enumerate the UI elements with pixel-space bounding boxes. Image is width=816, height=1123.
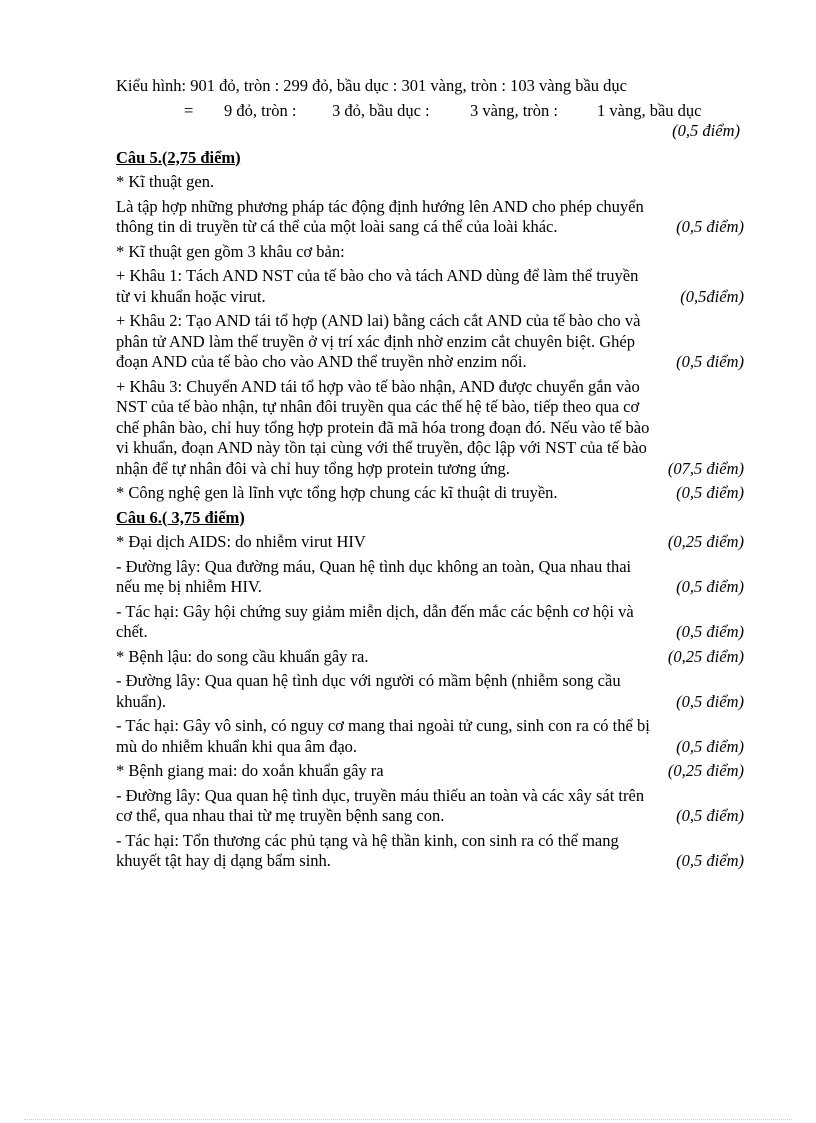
text-line: - Tác hại: Tổn thương các phủ tạng và hệ thần kinh, con sinh ra có thể mang bbox=[116, 830, 619, 850]
paragraph bbox=[116, 483, 744, 504]
text-line: từ vi khuẩn hoặc virut. bbox=[116, 286, 266, 306]
text-line: * Bệnh lậu: do song cầu khuẩn gây ra. bbox=[116, 646, 369, 666]
score-label: (0,25 điểm) bbox=[667, 646, 744, 666]
ratio-term-1: 9 đỏ, tròn : bbox=[224, 100, 297, 120]
text-line: - Đường lây: Qua đường máu, Quan hệ tình dục không an toàn, Qua nhau thai bbox=[116, 556, 632, 576]
ratio-equals: = bbox=[184, 100, 194, 120]
step-1 bbox=[116, 266, 744, 307]
text-line: chết. bbox=[116, 622, 148, 641]
text-line: * Đại dịch AIDS: do nhiễm virut HIV bbox=[116, 532, 366, 551]
paragraph bbox=[116, 197, 744, 238]
syphilis-harm bbox=[116, 831, 744, 872]
score-label: (0,5 điểm) bbox=[676, 806, 744, 825]
text-line: nhận để tự nhân đôi và chỉ huy tổng hợp protein tương ứng. bbox=[116, 458, 510, 478]
gonorrhea-title bbox=[116, 647, 744, 668]
ratio-term-3: 3 vàng, tròn : bbox=[470, 100, 558, 120]
score-label: (0,5 điểm) bbox=[676, 483, 744, 502]
ratio-term-4: 1 vàng, bầu dục bbox=[597, 100, 702, 120]
text-line: đoạn AND của tế bào cho vào AND thể truyền nhờ enzim nối. bbox=[116, 352, 527, 371]
text-line: + Khâu 2: Tạo AND tái tổ hợp (AND lai) bằng cách cắt AND của tế bào cho và bbox=[116, 311, 641, 330]
score-label: (0,5 điểm) bbox=[672, 121, 740, 140]
text-line: khuẩn). bbox=[116, 691, 166, 711]
score-label: (0,5 điểm) bbox=[676, 851, 744, 870]
score-label: (0,5 điểm) bbox=[676, 691, 744, 711]
score-label: (0,5 điểm) bbox=[676, 622, 744, 641]
score-label: (0,25 điểm) bbox=[667, 532, 744, 551]
phenotype-ratio bbox=[116, 101, 744, 122]
syphilis-title bbox=[116, 761, 744, 782]
aids-transmission bbox=[116, 557, 744, 598]
text-line: nếu mẹ bị nhiễm HIV. bbox=[116, 577, 262, 596]
page-bottom-divider bbox=[24, 1119, 792, 1120]
score-label: (0,5 điểm) bbox=[676, 352, 744, 371]
score-label: (0,5điểm) bbox=[680, 286, 744, 306]
text-line: Là tập hợp những phương pháp tác động định hướng lên AND cho phép chuyển bbox=[116, 196, 644, 216]
text-line: khuyết tật hay dị dạng bẩm sinh. bbox=[116, 851, 331, 870]
step-2 bbox=[116, 311, 744, 373]
score-label: (0,25 điểm) bbox=[667, 761, 744, 780]
text-line: - Tác hại: Gây vô sinh, có nguy cơ mang thai ngoài tử cung, sinh con ra có thể bị bbox=[116, 716, 650, 735]
document-page bbox=[116, 76, 744, 876]
text-line: - Tác hại: Gây hội chứng suy giảm miễn dịch, dẫn đến mắc các bệnh cơ hội và bbox=[116, 601, 634, 621]
text-line: - Đường lây: Qua quan hệ tình dục với người có mầm bệnh (nhiễm song cầu bbox=[116, 671, 621, 690]
gonorrhea-transmission bbox=[116, 671, 744, 712]
text-line: thông tin di truyền từ cá thể của một loài sang cá thể của loài khác. bbox=[116, 217, 558, 236]
text-line: NST của tế bào nhận, tự nhân đôi truyền qua các thế hệ tế bào, tiếp theo qua cơ bbox=[116, 397, 640, 416]
section-title: * Kĩ thuật gen gồm 3 khâu cơ bản: bbox=[116, 241, 345, 261]
aids-harm bbox=[116, 602, 744, 643]
text-line: * Công nghệ gen là lĩnh vực tổng hợp chung các kĩ thuật di truyền. bbox=[116, 483, 558, 502]
text-line: vi khuẩn, đoạn AND này tồn tại cùng với thể truyền, độc lập với NST của tế bào bbox=[116, 438, 647, 457]
text-line: phân tử AND làm thể truyền ở vị trí xác định nhờ enzim cắt chuyên biệt. Ghép bbox=[116, 331, 635, 351]
phenotype-line: Kiểu hình: 901 đỏ, tròn : 299 đỏ, bầu dục : 301 vàng, tròn : 103 vàng bầu dục bbox=[116, 76, 627, 95]
score-label: (0,5 điểm) bbox=[676, 577, 744, 596]
syphilis-transmission bbox=[116, 786, 744, 827]
text-line: + Khâu 3: Chuyển AND tái tổ hợp vào tế bào nhận, AND được chuyển gắn vào bbox=[116, 376, 640, 396]
aids-title bbox=[116, 532, 744, 553]
ratio-term-2: 3 đỏ, bầu dục : bbox=[332, 100, 430, 120]
text-line: chế phân bào, chỉ huy tổng hợp protein đã mã hóa trong đoạn đó. Nếu vào tế bào bbox=[116, 417, 650, 437]
text-line: + Khâu 1: Tách AND NST của tế bào cho và tách AND dùng để làm thể truyền bbox=[116, 266, 639, 285]
score-label: (0,5 điểm) bbox=[676, 217, 744, 236]
score-label: (07,5 điểm) bbox=[667, 458, 744, 478]
text-line: * Bệnh giang mai: do xoắn khuẩn gây ra bbox=[116, 761, 384, 780]
question-6-heading: Câu 6.( 3,75 điểm) bbox=[116, 507, 245, 527]
text-line: - Đường lây: Qua quan hệ tình dục, truyền máu thiếu an toàn và các xây sát trên bbox=[116, 785, 645, 805]
text-line: mù do nhiễm khuẩn khi qua âm đạo. bbox=[116, 736, 358, 756]
step-3 bbox=[116, 377, 744, 480]
section-title: * Kĩ thuật gen. bbox=[116, 172, 215, 191]
question-5-heading: Câu 5.(2,75 điểm) bbox=[116, 147, 241, 167]
score-label: (0,5 điểm) bbox=[676, 736, 744, 756]
text-line: cơ thể, qua nhau thai từ mẹ truyền bệnh sang con. bbox=[116, 806, 445, 825]
gonorrhea-harm bbox=[116, 716, 744, 757]
